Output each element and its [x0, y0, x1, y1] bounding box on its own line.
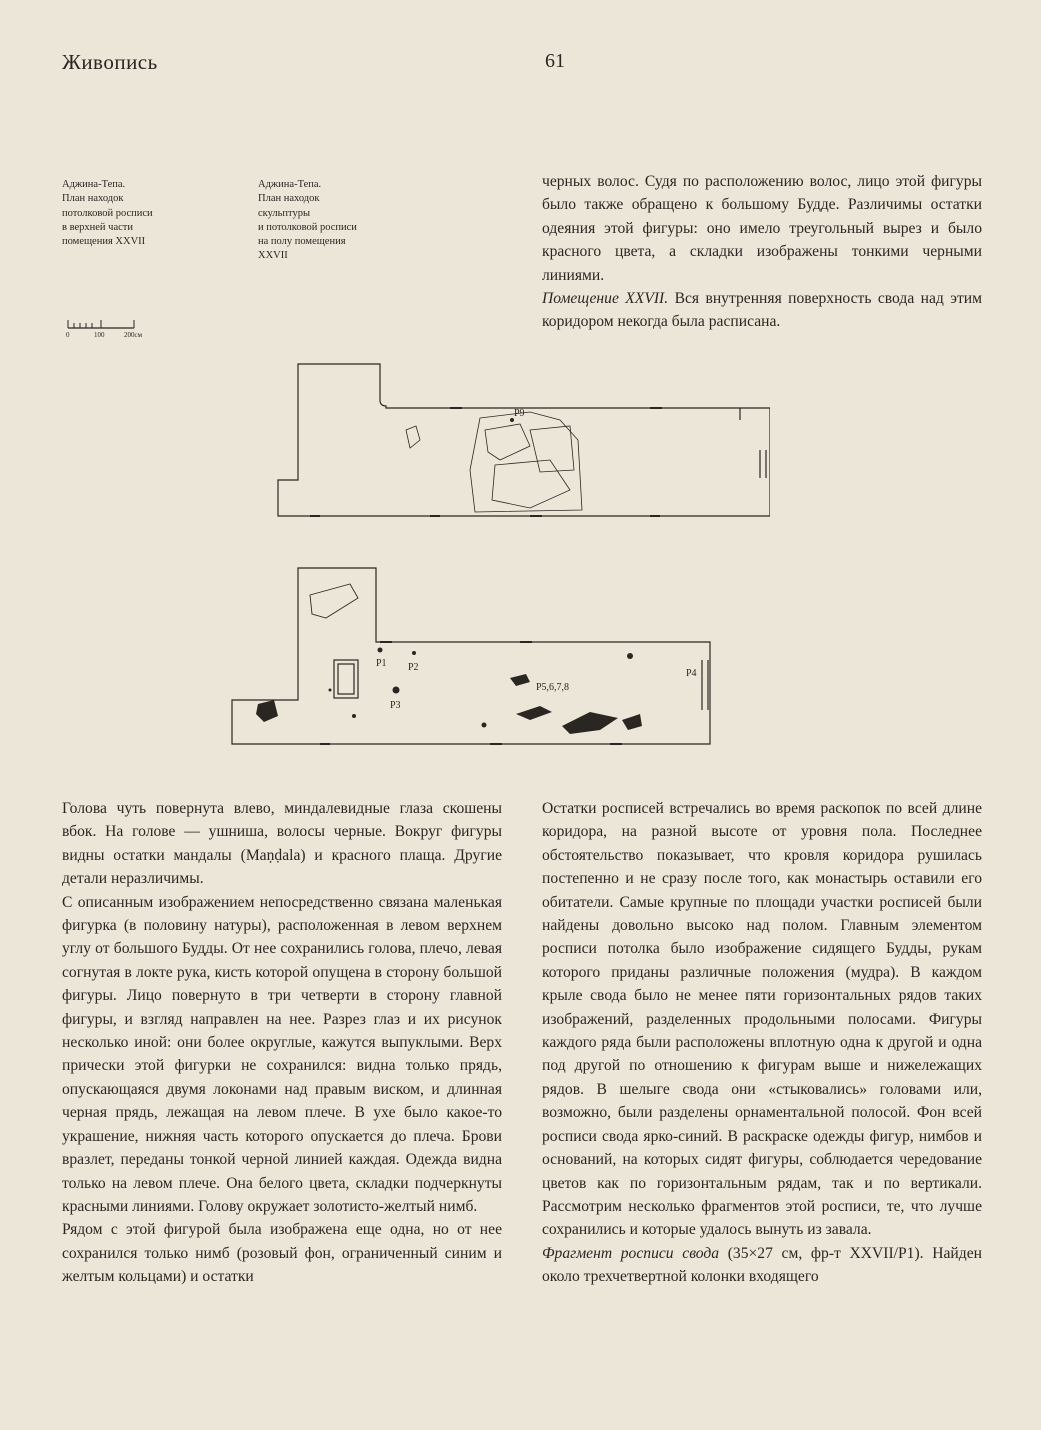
- fragment-heading: Фрагмент росписи свода: [542, 1244, 720, 1262]
- paragraph-text: Вся внутренняя поверхность свода над этим коридором некогда была расписана.: [542, 290, 982, 331]
- room-heading: Помещение XXVII.: [542, 290, 669, 308]
- text-continuation: [542, 170, 982, 334]
- caption-upper-plan: Аджина-Тепа. План находок потолковой росписи в верхней части помещения XXVII: [62, 179, 153, 248]
- caption-floor-plan: Аджина-Тепа. План находок скульптуры и потолковой росписи на полу помещения XXVII: [258, 179, 357, 262]
- scale-bar: [66, 317, 186, 347]
- left-column: [62, 797, 502, 1289]
- scale-label-0: 0: [66, 331, 70, 339]
- paragraph: черных волос. Судя по расположению волос, лицо этой фигуры было также обращено к большому Будде. Различимы остатки одеяния этой фигуры: оно имело треугольный вырез и было красного цвета, а складки изображены тонкими черными линиями.: [542, 173, 982, 284]
- paragraph: [542, 1242, 982, 1289]
- paragraph-text: (35×27 см, фр-т XXVII/P1). Найден около трехчетвертной колонки входящего: [542, 1244, 982, 1286]
- scale-label-100: 100: [94, 331, 105, 339]
- page-number: 61: [545, 50, 565, 72]
- paragraph: Рядом с этой фигурой была изображена еще одна, но от нее сохранился только нимб (розовый фон, ограниченный синим и желтым кольцами) и остатки: [62, 1221, 502, 1286]
- upper-plan: [278, 364, 770, 516]
- plan-label-p1: P1: [376, 658, 387, 669]
- room-plans-drawing: [230, 360, 770, 760]
- running-head: Живопись: [62, 50, 158, 74]
- right-column: [542, 797, 982, 1289]
- plan-label-p4: P4: [686, 668, 697, 679]
- paragraph: [542, 287, 982, 334]
- plan-label-p9: P9: [514, 408, 525, 419]
- plan-label-p3: P3: [390, 700, 401, 711]
- paragraph: Голова чуть повернута влево, миндалевидные глаза скошены вбок. На голове — ушниша, волосы черные. Вокруг фигуры видны остатки мандалы (Maṇḍala) и красного плаща. Другие детали неразличимы.: [62, 800, 502, 888]
- floor-fragments: [256, 648, 642, 735]
- plan-label-p2: P2: [408, 662, 419, 673]
- scale-bar-graphic: [66, 317, 186, 331]
- scale-label-200: 200см: [124, 331, 143, 339]
- paragraph: С описанным изображением непосредственно связана маленькая фигурка (в половину натуры), расположенная в левом верхнем углу от большого Будды. От нее сохранились голова, плечо, левая согнутая в локте рука, кисть которой опущена в сторону большой фигуры. Лицо повернуто в три четверти в сторону главной фигуры, и взгляд направлен на нее. Разрез глаз и их рисунок несколько иной: они более округлые, кажутся выпуклыми. Верх прически этой фигурки не сохранился: видна только прядь, опускающаяся двумя локонами над правым виском, и длинная черная прядь, лежащая на левом плече. В ухе было какое-то украшение, нижняя часть которого опускается до плеча. Брови вразлет, переданы тонкой черной линией каждая. Одежда видна только на левом плече. Она белого цвета, складки подчеркнуты красными линиями. Голову окружает золотисто-желтый нимб.: [62, 893, 502, 1215]
- paragraph: Остатки росписей встречались во время раскопок по всей длине коридора, на разной высоте от уровня пола. Последнее обстоятельство показывает, что кровля коридора рушилась постепенно и не сразу после того, как монастырь оставили его обитатели. Самые крупные по площади участки росписей были найдены довольно высоко над полом. Главным элементом росписи потолка было изображение сидящего Будды, рукам которого приданы различные положения (мудра). В каждом крыле свода было не менее пяти горизонтальных рядов таких изображений, разделенных продольными полосами. Фигуры каждого ряда были расположены вплотную одна к другой и одна под другой по отношению к фигурам выше и нижележащих рядов. В шелыге свода они «стыковались» головами или, возможно, были разделены орнаментальной полосой. Фон всей росписи свода ярко-синий. В раскраске одежды фигур, нимбов и оснований, на которых сидят фигуры, соблюдается чередование цветов как по горизонтальным рядам, так и по вертикали. Рассмотрим несколько фрагментов этой росписи, те, что лучше сохранились и которые удалось вынуть из завала.: [542, 800, 982, 1239]
- plan-label-p5678: P5,6,7,8: [536, 682, 570, 693]
